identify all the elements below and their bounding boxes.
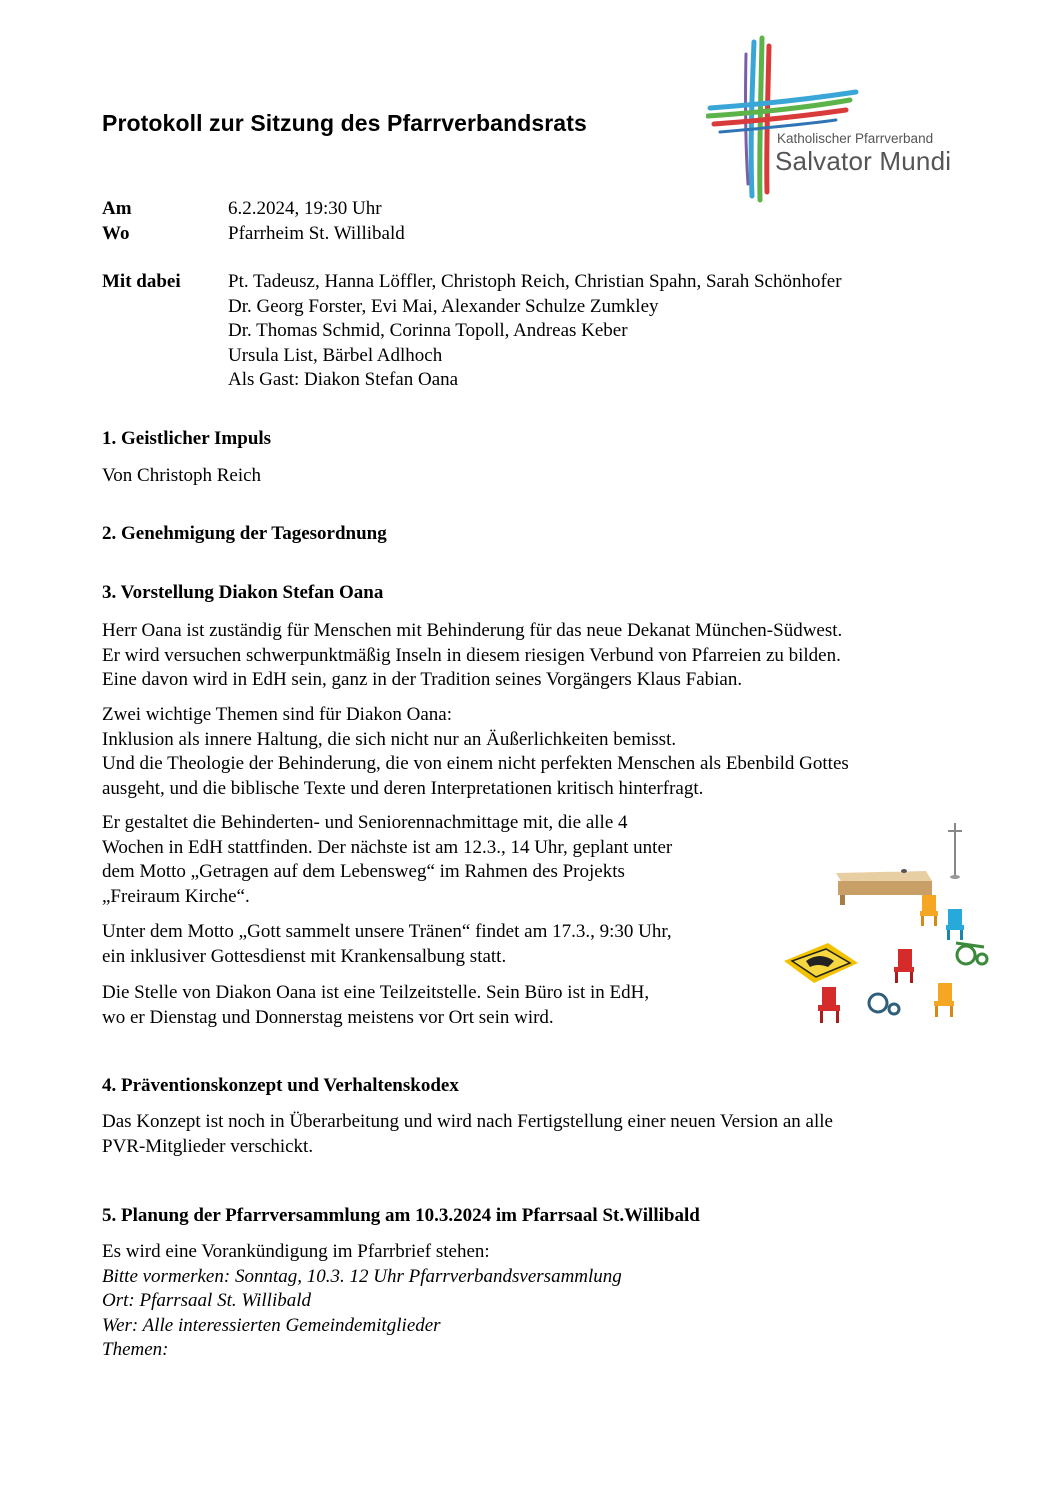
- logo-subtitle: Katholischer Pfarrverband: [777, 131, 934, 146]
- italic-line: Wer: Alle interessierten Gemeindemitglieder: [102, 1314, 441, 1336]
- text-line: Unter dem Motto „Gott sammelt unsere Tränen“ findet am 17.3., 9:30 Uhr,: [102, 921, 672, 942]
- text-line: Es wird eine Vorankündigung im Pfarrbrief stehen:: [102, 1241, 490, 1262]
- text-line: dem Motto „Getragen auf dem Lebensweg“ im Rahmen des Projekts: [102, 861, 625, 882]
- section-3-paragraph-2: [102, 703, 849, 801]
- section-3-paragraph-1: [102, 619, 842, 693]
- attendees-label: Mit dabei: [102, 271, 181, 292]
- section-2-heading: 2. Genehmigung der Tagesordnung: [102, 523, 387, 544]
- text-line: Wochen in EdH stattfinden. Der nächste ist am 12.3., 14 Uhr, geplant unter: [102, 836, 673, 858]
- text-line: Eine davon wird in EdH sein, ganz in der Tradition seines Vorgängers Klaus Fabian.: [102, 669, 743, 690]
- text-line: Er gestaltet die Behinderten- und Seniorennachmittage mit, die alle 4: [102, 812, 628, 833]
- text-line: Das Konzept ist noch in Überarbeitung und wird nach Fertigstellung einer neuen Version an alle: [102, 1111, 833, 1132]
- section-5-text: [102, 1240, 622, 1363]
- attendee-line: Als Gast: Diakon Stefan Oana: [228, 369, 459, 390]
- section-3-heading: 3. Vorstellung Diakon Stefan Oana: [102, 582, 384, 603]
- text-line: PVR-Mitglieder verschickt.: [102, 1135, 314, 1157]
- section-4-text: [102, 1110, 833, 1159]
- text-line: Von Christoph Reich: [102, 465, 262, 486]
- text-line: Die Stelle von Diakon Oana ist eine Teilzeitstelle. Sein Büro ist in EdH,: [102, 982, 650, 1003]
- parish-logo: [706, 34, 966, 204]
- text-line: Inklusion als innere Haltung, die sich nicht nur an Äußerlichkeiten bemisst.: [102, 728, 677, 750]
- chapel-illustration: [770, 815, 1010, 1040]
- document-title: Protokoll zur Sitzung des Pfarrverbandsrats: [102, 110, 587, 136]
- attendee-line: Dr. Thomas Schmid, Corinna Topoll, Andreas Keber: [228, 320, 628, 341]
- section-3-paragraph-3: [102, 811, 672, 909]
- cross-logo-icon: [706, 34, 966, 204]
- date-label: Am: [102, 198, 132, 219]
- place-value: Pfarrheim St. Willibald: [228, 223, 405, 244]
- attendee-line: Dr. Georg Forster, Evi Mai, Alexander Schulze Zumkley: [228, 295, 659, 317]
- italic-line: Bitte vormerken: Sonntag, 10.3. 12 Uhr Pfarrverbandsversammlung: [102, 1265, 622, 1287]
- logo-name: Salvator Mundi: [775, 146, 952, 176]
- chairs-and-altar-icon: [770, 815, 1010, 1040]
- section-3-paragraph-4: [102, 920, 672, 969]
- section-5-heading: 5. Planung der Pfarrversammlung am 10.3.2024 im Pfarrsaal St.Willibald: [102, 1205, 700, 1226]
- date-value: 6.2.2024, 19:30 Uhr: [228, 198, 382, 219]
- text-line: Herr Oana ist zuständig für Menschen mit Behinderung für das neue Dekanat München-Südwest.: [102, 620, 843, 641]
- text-line: ein inklusiver Gottesdienst mit Krankensalbung statt.: [102, 945, 507, 967]
- section-4-heading: 4. Präventionskonzept und Verhaltenskodex: [102, 1075, 459, 1096]
- italic-line: Themen:: [102, 1339, 169, 1360]
- section-1-heading: 1. Geistlicher Impuls: [102, 428, 272, 449]
- italic-line: Ort: Pfarrsaal St. Willibald: [102, 1290, 312, 1311]
- text-line: „Freiraum Kirche“.: [102, 885, 250, 907]
- text-line: ausgeht, und die biblische Texte und deren Interpretationen kritisch hinterfragt.: [102, 777, 704, 799]
- text-line: wo er Dienstag und Donnerstag meistens vor Ort sein wird.: [102, 1006, 554, 1028]
- text-line: Und die Theologie der Behinderung, die von einem nicht perfekten Menschen als Ebenbild Gottes: [102, 753, 849, 774]
- attendee-line: Ursula List, Bärbel Adlhoch: [228, 344, 443, 366]
- section-1-text: [102, 464, 261, 489]
- text-line: Er wird versuchen schwerpunktmäßig Inseln in diesem riesigen Verbund von Pfarreien zu bilden.: [102, 644, 841, 666]
- attendees-list: [228, 270, 842, 393]
- place-label: Wo: [102, 223, 130, 244]
- section-3-paragraph-5: [102, 981, 649, 1030]
- text-line: Zwei wichtige Themen sind für Diakon Oana:: [102, 704, 452, 725]
- attendee-line: Pt. Tadeusz, Hanna Löffler, Christoph Reich, Christian Spahn, Sarah Schönhofer: [228, 271, 842, 292]
